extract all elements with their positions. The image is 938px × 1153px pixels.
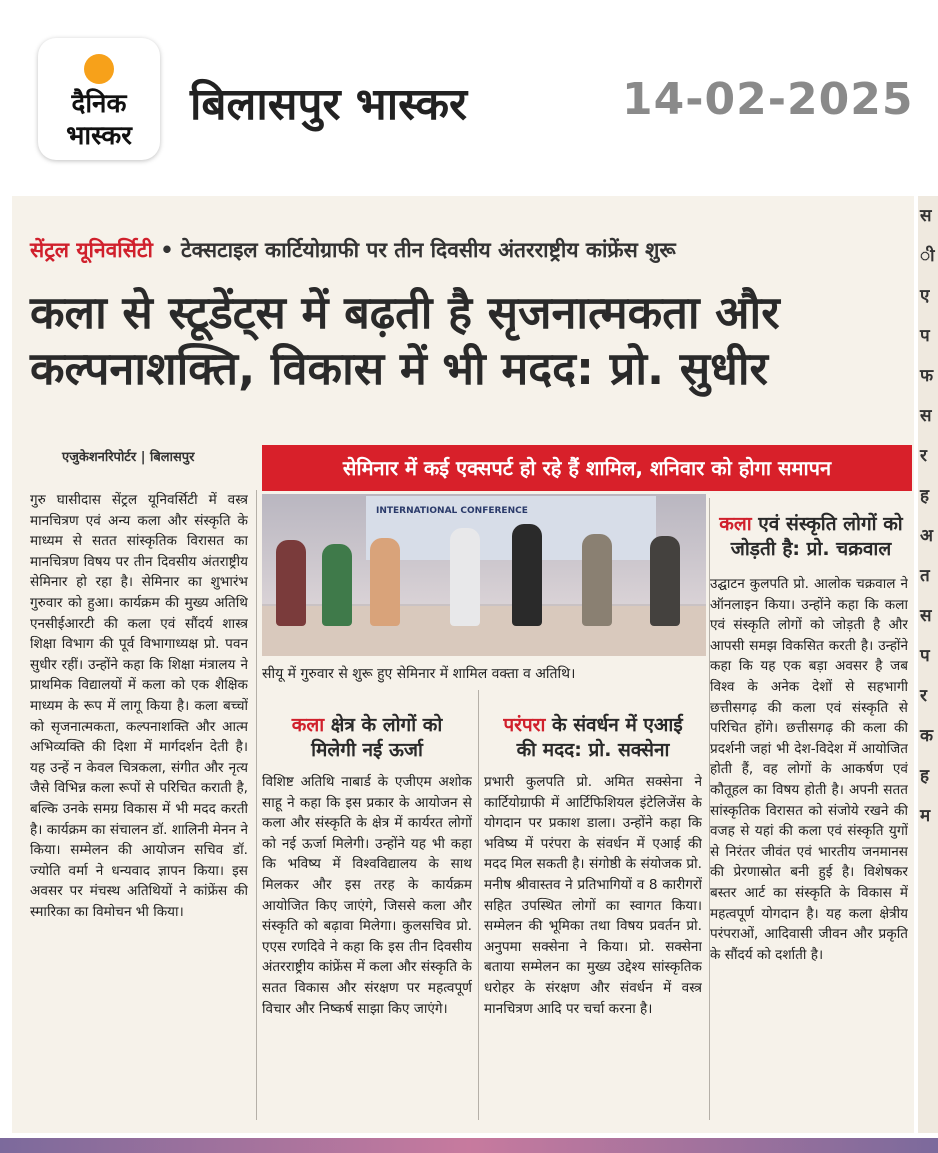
article-kicker bbox=[30, 236, 676, 264]
subhead-kala-kshetra: कला क्षेत्र के लोगों को मिलेगी नई ऊर्जा bbox=[291, 714, 443, 761]
photo-person bbox=[512, 524, 542, 626]
photo-person bbox=[322, 544, 352, 626]
photo-caption: सीयू में गुरुवार से शुरू हुए सेमिनार में शामिल वक्ता व अतिथि। bbox=[262, 666, 576, 682]
column-3-body: प्रभारी कुलपति प्रो. अमित सक्सेना ने कार्टियोग्राफी में आर्टिफिशियल इंटेलिजेंस के योगदान पर प्रकाश डाला। उन्होंने कहा कि भविष्य में परंपरा के संवर्धन में एआई की मदद मिल सकती है। संगोष्ठी के संयोजक प्रो. मनीष श्रीवास्तव ने प्रतिभागियों व 8 कारीगरों सहित उपस्थित लोगों का स्वागत किया। सम्मेलन की भूमिका तथा विषय प्रवर्तन प्रो. अनुपमा सक्सेना ने किया। प्रो. सक्सेना बताया सम्मेलन का मुख्य उद्देश्य सांस्कृतिक धरोहर के संरक्षण और संवर्धन में वस्त्र मानचित्रण आदि पर चर्चा करना है। bbox=[484, 774, 702, 1017]
article-headline bbox=[30, 285, 890, 397]
headline-line-1: कला से स्टूडेंट्स में बढ़ती है सृजनात्मकता और bbox=[30, 286, 780, 339]
photo-screen-text: INTERNATIONAL CONFERENCE bbox=[376, 506, 528, 516]
column-2-body: विशिष्ट अतिथि नाबार्ड के एजीएम अशोक साहू ने कहा कि इस प्रकार के आयोजन से कला और संस्कृति के क्षेत्र में कार्यरत लोगों को नई ऊर्जा मिलेगी। उन्होंने यह भी कहा कि भविष्य में विश्वविद्यालय के साथ मिलकर और इस तरह के कार्यक्रम आयोजित किए जाएंगे, जिससे कला और संस्कृति को बढ़ावा मिलेगा। कुलसचिव प्रो. एएस रणदिवे ने कहा कि इस तीन दिवसीय अंतरराष्ट्रीय कांफ्रेंस में कला और संस्कृति के सतत विकास और संरक्षण पर महत्वपूर्ण विचार और निष्कर्ष साझा किए जाएंगे। bbox=[262, 774, 472, 1017]
event-photo bbox=[262, 494, 706, 656]
logo-text-dainik: दैनिक bbox=[71, 89, 127, 119]
column-divider bbox=[478, 690, 479, 1120]
edition-title: बिलासपुर भास्कर bbox=[190, 79, 468, 130]
kicker-label: सेंट्रल यूनिवर्सिटी bbox=[30, 238, 153, 262]
photo-person bbox=[650, 536, 680, 626]
photo-person bbox=[582, 534, 612, 626]
photo-person bbox=[370, 538, 400, 626]
byline: एजुकेशनरिपोर्टर | बिलासपुर bbox=[62, 450, 195, 465]
kicker-text: • टेक्सटाइल कार्टियोग्राफी पर तीन दिवसीय अंतरराष्ट्रीय कांफ्रेंस शुरू bbox=[160, 238, 676, 262]
photo-person bbox=[276, 540, 306, 626]
bottom-band bbox=[0, 1138, 938, 1153]
red-banner: सेमिनार में कई एक्सपर्ट हो रहे हैं शामिल, शनिवार को होगा समापन bbox=[262, 445, 912, 491]
edition-date: 14-02-2025 bbox=[622, 74, 914, 125]
column-4-body: उद्घाटन कुलपति प्रो. आलोक चक्रवाल ने ऑनलाइन किया। उन्होंने कहा कि कला एवं संस्कृति लोगों को जोड़ती है और आपसी समझ विकसित करती है। उन्होंने कहा कि यह एक बड़ा अवसर है जब विश्व के अनेक देशों से सहभागी छत्तीसगढ़ की कला एवं संस्कृति से परिचित होंगे। छत्तीसगढ़ की कला की प्रदर्शनी जहां भी देश-विदेश में आयोजित होती हैं, वह लोगों के आकर्षण एवं कौतूहल का विषय होती है। अपनी सतत सांस्कृतिक विरासत को संजोये रखने की वजह से यहां की कला एवं संस्कृति युगों से निरंतर जीवंत एवं भारतीय जनमानस की प्रेरणास्रोत बनी हुई है। विशेषकर बस्तर आर्ट का संस्कृति के विकास में महत्वपूर्ण योगदान है। यह कला क्षेत्रीय परंपराओं, आदिवासी जीवन और प्रकृति के सौंदर्य को दर्शाती है। bbox=[710, 576, 908, 963]
column-1-body: गुरु घासीदास सेंट्रल यूनिवर्सिटी में वस्त्र मानचित्रण एवं अन्य कला और संस्कृति के माध्यम से सतत सांस्कृतिक विरासत का मानचित्रण विषय पर तीन दिवसीय अंतराष्ट्रीय सेमिनार हो रहा है। सेमिनार का शुभारंभ गुरुवार को हुआ। कार्यक्रम की मुख्य अतिथि एनसीईआरटी की कला एवं सौंदर्य शास्त्र शिक्षा विभाग की पूर्व विभागाध्यक्ष प्रो. पवन सुधीर रहीं। उन्होंने कहा कि शिक्षा मंत्रालय ने प्राथमिक विद्यालयों में कला को एक शैक्षिक माध्यम के रूप में लागू किया है। कला बच्चों को सृजनात्मकता, कल्पनाशक्ति और आत्म अभिव्यक्ति की दिशा में मार्गदर्शन देती है। यह उन्हें न केवल चित्रकला, संगीत और नृत्य जैसे विभिन्न कला रूपों से परिचित कराती है, बल्कि उनके समग्र विकास में भी मदद करती है। कार्यक्रम का संचालन डॉ. शालिनी मेनन ने किया। सम्मेलन की आयोजन सचिव डॉ. ज्योति वर्मा ने धन्यवाद ज्ञापन किया। इस अवसर पर मंचस्थ अतिथियों ने कांफ्रेंस की स्मारिका का विमोचन भी किया। bbox=[30, 492, 248, 920]
photo-person bbox=[450, 528, 480, 626]
subhead-chakrawal: कला एवं संस्कृति लोगों को जोड़ती है: प्रो. चक्रवाल bbox=[719, 513, 903, 560]
headline-line-2: कल्पनाशक्ति, विकास में भी मदद: प्रो. सुधीर bbox=[30, 342, 768, 395]
logo-text-bhaskar: भास्कर bbox=[66, 121, 132, 151]
adjacent-column-edge: स ी ए प फ स र ह अ त स प र क ह म bbox=[918, 196, 938, 1133]
header-bar bbox=[0, 0, 938, 185]
sun-icon bbox=[84, 54, 114, 84]
subhead-parampara: परंपरा के संवर्धन में एआई की मदद: प्रो. सक्सेना bbox=[503, 714, 683, 761]
column-divider bbox=[256, 490, 257, 1120]
photo-screen bbox=[366, 496, 656, 560]
dainik-bhaskar-logo[interactable] bbox=[38, 38, 160, 160]
